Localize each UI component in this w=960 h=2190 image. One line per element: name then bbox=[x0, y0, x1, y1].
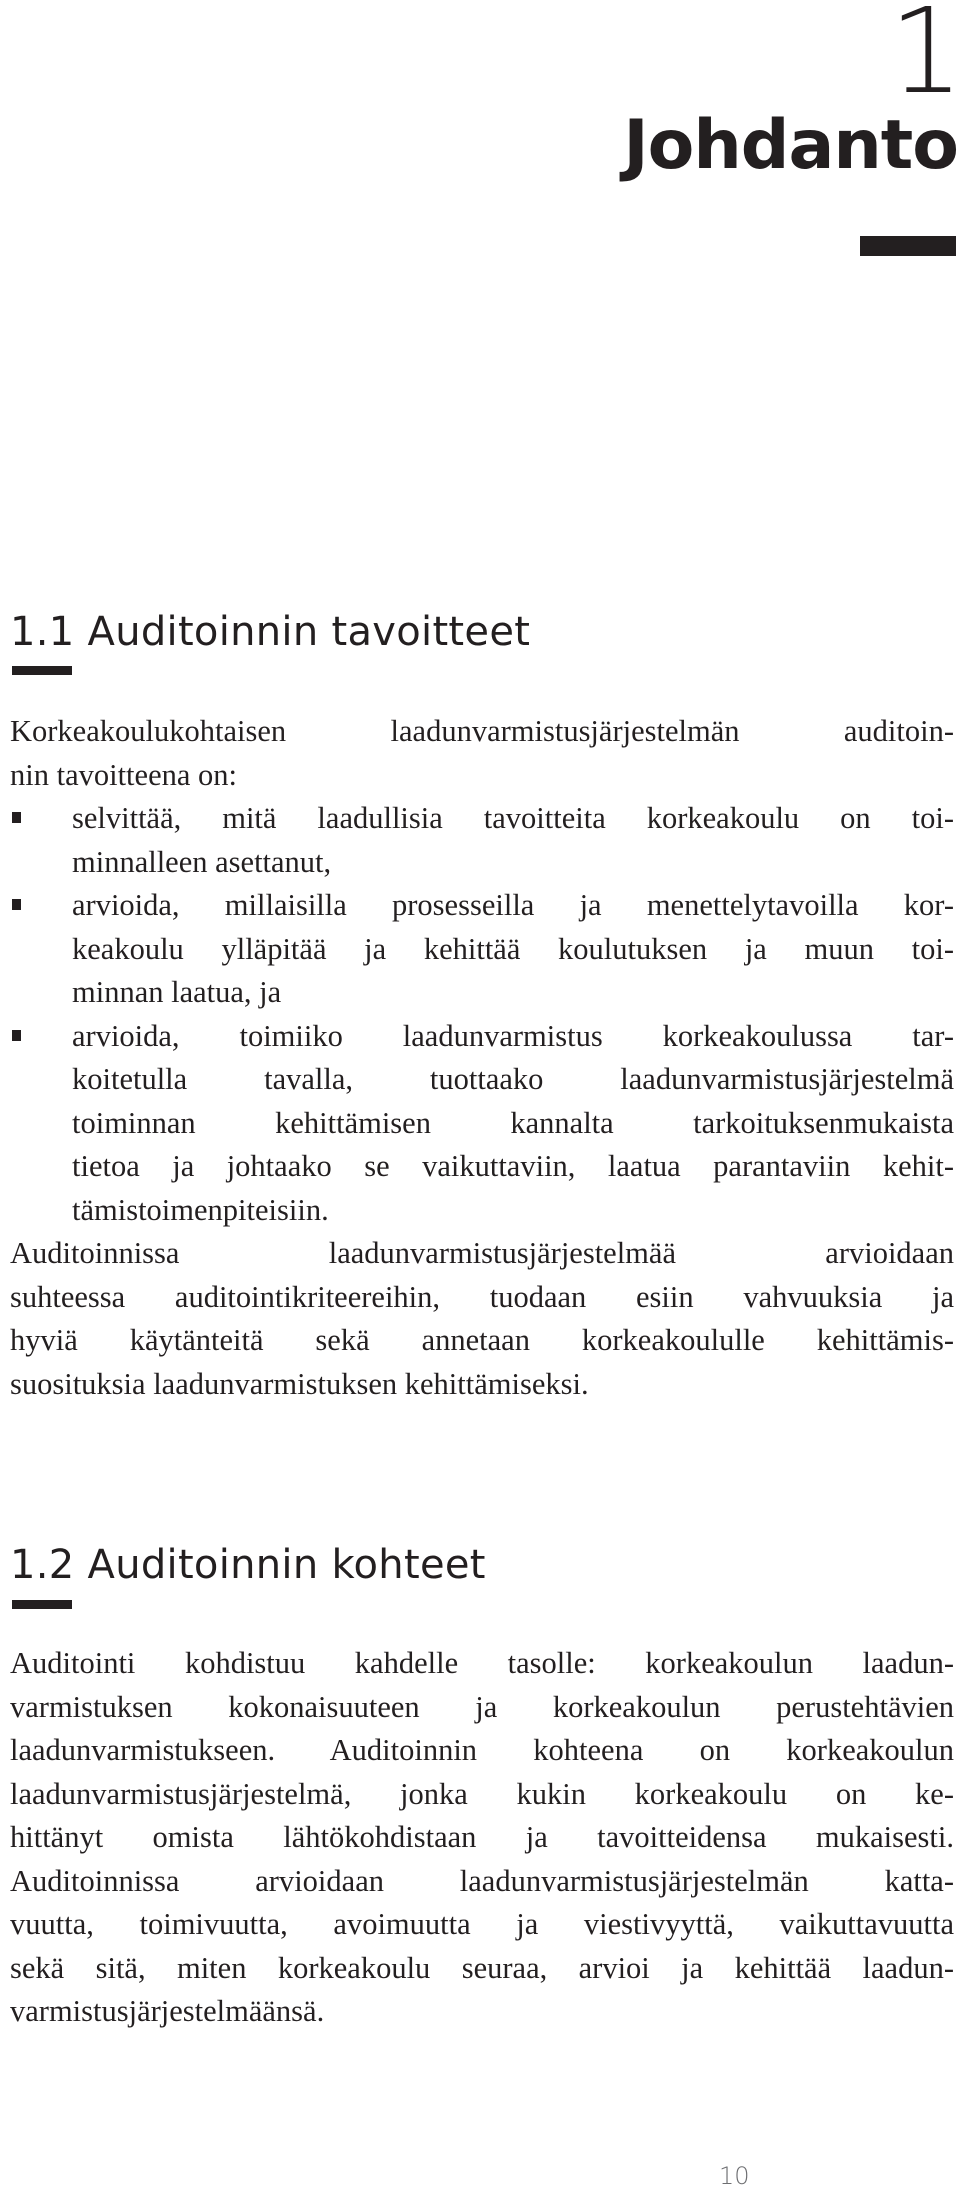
list-item bbox=[10, 797, 954, 884]
list-item-line: minnan laatua, ja bbox=[72, 975, 282, 1009]
list-item-line: keakoulu ylläpitää ja kehittää koulutuksen ja muun toi- bbox=[72, 931, 954, 966]
list-item-line: tämistoimenpiteisiin. bbox=[72, 1192, 329, 1227]
list-item-line: tietoa ja johtaako se vaikuttaviin, laatua parantaviin kehit- bbox=[72, 1149, 954, 1183]
list-item-line: arvioida, millaisilla prosesseilla ja menettelytavoilla kor- bbox=[72, 888, 954, 922]
list-item bbox=[10, 1015, 954, 1233]
paragraph-line: hittänyt omista lähtökohdistaan ja tavoitteidensa mukaisesti. bbox=[10, 1820, 954, 1854]
paragraph-line: laadunvarmistusjärjestelmä, jonka kukin korkeakoulu on ke- bbox=[10, 1776, 954, 1811]
square-bullet-icon bbox=[12, 812, 21, 823]
square-bullet-icon bbox=[12, 899, 21, 910]
paragraph-line: Auditointi kohdistuu kahdelle tasolle: korkeakoulun laadun- bbox=[10, 1646, 954, 1680]
list-item bbox=[10, 884, 954, 1015]
page-number: 10 bbox=[719, 2162, 750, 2190]
list-item-line: toiminnan kehittämisen kannalta tarkoituksenmukaista bbox=[72, 1105, 954, 1140]
section-heading-1-2: 1.2 Auditoinnin kohteet bbox=[10, 1542, 486, 1588]
section-1-1-body bbox=[10, 710, 954, 1406]
paragraph-line: sekä sitä, miten korkeakoulu seuraa, arvioi ja kehittää laadun- bbox=[10, 1950, 954, 1985]
chapter-number: 1 bbox=[888, 0, 960, 120]
paragraph-line: laadunvarmistukseen. Auditoinnin kohteena on korkeakoulun bbox=[10, 1733, 954, 1767]
section-rule-1-1 bbox=[12, 666, 72, 675]
section-1-2-body bbox=[10, 1642, 954, 2034]
paragraph-line: varmistusjärjestelmäänsä. bbox=[10, 1994, 325, 2028]
list-item-line: koitetulla tavalla, tuottaako laadunvarmistusjärjestelmä bbox=[72, 1062, 954, 1096]
closing-line: suosituksia laadunvarmistuksen kehittämiseksi. bbox=[10, 1366, 589, 1401]
paragraph-line: Auditoinnissa arvioidaan laadunvarmistusjärjestelmän katta- bbox=[10, 1863, 954, 1898]
list-item-line: arvioida, toimiiko laadunvarmistus korkeakoulussa tar- bbox=[72, 1018, 954, 1053]
paragraph-line: varmistuksen kokonaisuuteen ja korkeakoulun perustehtävien bbox=[10, 1689, 954, 1724]
chapter-title: Johdanto bbox=[623, 106, 958, 185]
list-item-line: selvittää, mitä laadullisia tavoitteita korkeakoulu on toi- bbox=[72, 801, 954, 835]
closing-line: hyviä käytänteitä sekä annetaan korkeakoululle kehittämis- bbox=[10, 1323, 954, 1357]
square-bullet-icon bbox=[12, 1030, 21, 1041]
paragraph-line: vuutta, toimivuutta, avoimuutta ja viestivyyttä, vaikuttavuutta bbox=[10, 1907, 954, 1941]
closing-line: Auditoinnissa laadunvarmistusjärjestelmää arvioidaan bbox=[10, 1236, 954, 1270]
closing-line: suhteessa auditointikriteereihin, tuodaan esiin vahvuuksia ja bbox=[10, 1279, 954, 1314]
intro-line: Korkeakoulukohtaisen laadunvarmistusjärjestelmän auditoin- bbox=[10, 714, 954, 748]
list-item-line: minnalleen asettanut, bbox=[72, 844, 332, 879]
section-rule-1-2 bbox=[12, 1600, 72, 1609]
chapter-title-underline bbox=[860, 236, 956, 256]
intro-line: nin tavoitteena on: bbox=[10, 757, 237, 792]
section-heading-1-1: 1.1 Auditoinnin tavoitteet bbox=[10, 609, 531, 655]
